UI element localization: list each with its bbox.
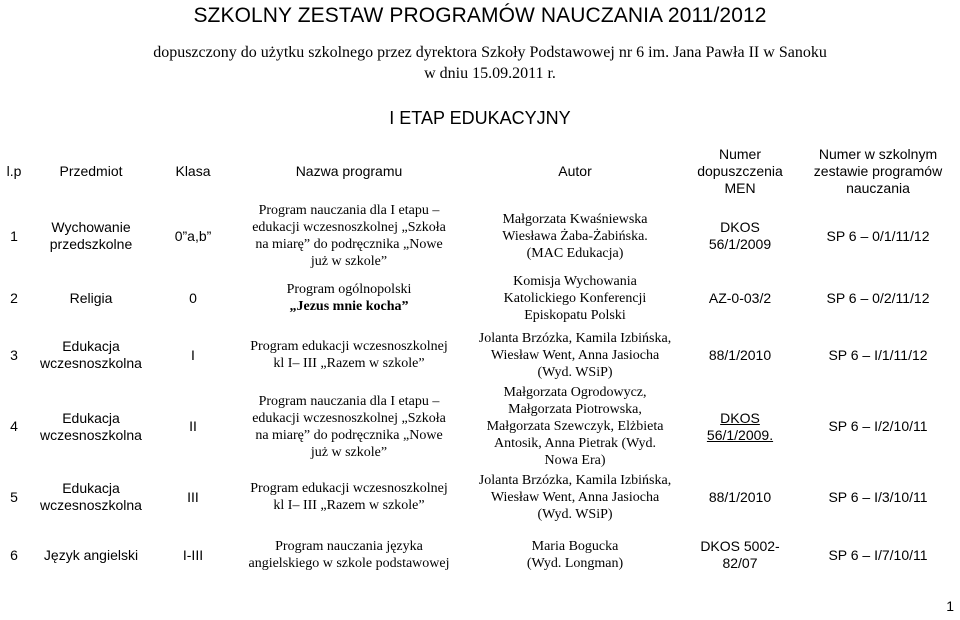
table-row xyxy=(0,469,960,525)
cell-author xyxy=(466,384,684,469)
cell-subject: Wychowanie przedszkolne xyxy=(49,219,133,252)
cell-school-number: SP 6 – I/1/11/12 xyxy=(828,346,928,363)
program-line: Program edukacji wczesnoszkolnej xyxy=(250,481,448,496)
men-line: AZ-0-03/2 xyxy=(708,289,772,306)
cell-men-number xyxy=(684,270,796,326)
program-line: edukacji wczesnoszkolnej „Szkoła xyxy=(252,410,446,426)
cell-school-number: SP 6 – 0/2/11/12 xyxy=(826,289,930,306)
program-line: Program nauczania dla I etapu – xyxy=(258,393,440,409)
cell-lp: 5 xyxy=(10,488,18,505)
cell-program xyxy=(232,326,466,384)
table-row xyxy=(0,202,960,270)
table-row xyxy=(0,326,960,384)
cell-program xyxy=(232,525,466,585)
author-line: Małgorzata Ogrodowycz, xyxy=(503,385,647,400)
men-line: DKOS 5002- xyxy=(700,538,780,554)
author-line: (Wyd. Longman) xyxy=(526,556,624,571)
cell-program xyxy=(232,469,466,525)
document-title: SZKOLNY ZESTAW PROGRAMÓW NAUCZANIA 2011/2012 xyxy=(193,4,767,27)
men-line: 88/1/2010 xyxy=(708,488,772,505)
header-author: Autor xyxy=(558,162,592,179)
header-subject: Przedmiot xyxy=(59,162,123,179)
author-line: Wiesława Żaba-Żabińska. xyxy=(502,228,648,244)
program-line: angielskiego w szkole podstawowej xyxy=(248,556,450,571)
program-line: Program ogólnopolski xyxy=(286,282,412,297)
men-line: DKOS xyxy=(720,409,760,426)
cell-lp: 6 xyxy=(10,546,18,563)
program-table xyxy=(0,140,960,585)
table-header-row xyxy=(0,140,960,202)
cell-class: 0 xyxy=(189,289,197,306)
program-line: kl I– III „Razem w szkole” xyxy=(273,498,425,513)
cell-lp: 2 xyxy=(10,289,18,306)
author-line: (Wyd. WSiP) xyxy=(537,506,613,522)
cell-author xyxy=(466,525,684,585)
header-lp: l.p xyxy=(6,162,22,179)
cell-class: II xyxy=(189,418,197,434)
cell-author xyxy=(466,469,684,525)
cell-subject: Edukacja wczesnoszkolna xyxy=(40,409,142,443)
program-line: edukacji wczesnoszkolnej „Szkoła xyxy=(252,220,446,235)
author-line: Komisja Wychowania xyxy=(513,273,637,289)
cell-men-number xyxy=(684,202,796,270)
men-line: 56/1/2009. xyxy=(706,426,774,443)
program-line: Program edukacji wczesnoszkolnej xyxy=(250,339,448,354)
men-line: 56/1/2009 xyxy=(708,236,772,252)
cell-program xyxy=(232,202,466,270)
cell-subject: Religia xyxy=(69,289,113,306)
program-line: już w szkole” xyxy=(310,254,388,269)
program-line: Program nauczania języka xyxy=(275,539,423,554)
approval-line-1: dopuszczony do użytku szkolnego przez dyrektora Szkoły Podstawowej nr 6 im. Jana Pawła II w Sanoku xyxy=(153,44,827,61)
cell-author xyxy=(466,326,684,384)
cell-subject: Edukacja wczesnoszkolna xyxy=(40,480,142,513)
education-stage-heading: I ETAP EDUKACYJNY xyxy=(389,108,571,128)
author-line: Nowa Era) xyxy=(544,453,606,468)
cell-lp: 1 xyxy=(10,227,18,244)
program-line: kl I– III „Razem w szkole” xyxy=(273,356,425,371)
author-line: Jolanta Brzózka, Kamila Izbińska, xyxy=(478,472,672,488)
cell-school-number: SP 6 – 0/1/11/12 xyxy=(826,227,930,244)
author-line: Wiesław Went, Anna Jasiocha xyxy=(490,347,660,363)
program-line: „Jezus mnie kocha” xyxy=(289,299,409,314)
cell-program xyxy=(232,384,466,469)
author-line: Maria Bogucka xyxy=(531,539,619,554)
cell-school-number: SP 6 – I/2/10/11 xyxy=(828,418,928,434)
header-class: Klasa xyxy=(175,162,211,179)
author-line: Katolickiego Konferencji xyxy=(503,290,647,306)
cell-men-number xyxy=(684,469,796,525)
cell-lp: 4 xyxy=(10,418,18,434)
author-line: Wiesław Went, Anna Jasiocha xyxy=(490,489,660,505)
author-line: (Wyd. WSiP) xyxy=(537,364,613,380)
cell-men-number xyxy=(684,525,796,585)
cell-author xyxy=(466,202,684,270)
header-school-number: Numer w szkolnym zestawie programów nauczania xyxy=(813,145,943,196)
author-line: Małgorzata Kwaśniewska xyxy=(502,211,648,227)
program-line: na miarę” do podręcznika „Nowe xyxy=(255,427,443,443)
page-number: 1 xyxy=(946,598,954,614)
table-row xyxy=(0,270,960,326)
cell-class: 0”a,b” xyxy=(174,227,212,244)
table-row xyxy=(0,525,960,585)
men-line: 82/07 xyxy=(722,555,758,571)
cell-subject: Edukacja wczesnoszkolna xyxy=(40,338,142,371)
cell-program xyxy=(232,270,466,326)
program-line: już w szkole” xyxy=(310,444,388,460)
cell-men-number xyxy=(684,326,796,384)
author-line: Małgorzata Piotrowska, xyxy=(508,402,642,417)
cell-lp: 3 xyxy=(10,346,18,363)
header-program: Nazwa programu xyxy=(295,162,403,179)
author-line: Episkopatu Polski xyxy=(524,307,626,323)
program-line: Program nauczania dla I etapu – xyxy=(258,203,440,218)
cell-author xyxy=(466,270,684,326)
author-line: (MAC Edukacja) xyxy=(526,245,624,261)
cell-class: I xyxy=(191,346,195,363)
program-line: na miarę” do podręcznika „Nowe xyxy=(255,237,443,252)
cell-men-number xyxy=(684,384,796,469)
header-men-number: Numer dopuszczenia MEN xyxy=(697,145,783,196)
table-row xyxy=(0,384,960,469)
men-line: DKOS xyxy=(720,219,760,235)
cell-class: III xyxy=(187,488,199,505)
men-line: 88/1/2010 xyxy=(708,346,772,363)
author-line: Antosik, Anna Pietrak (Wyd. xyxy=(493,436,657,451)
approval-line-2: w dniu 15.09.2011 r. xyxy=(424,65,556,82)
cell-class: I-III xyxy=(182,546,204,563)
cell-school-number: SP 6 – I/3/10/11 xyxy=(828,488,928,505)
approval-note xyxy=(120,42,860,84)
author-line: Małgorzata Szewczyk, Elżbieta xyxy=(486,419,664,434)
cell-school-number: SP 6 – I/7/10/11 xyxy=(828,546,928,563)
cell-subject: Język angielski xyxy=(43,546,139,563)
author-line: Jolanta Brzózka, Kamila Izbińska, xyxy=(478,330,672,346)
